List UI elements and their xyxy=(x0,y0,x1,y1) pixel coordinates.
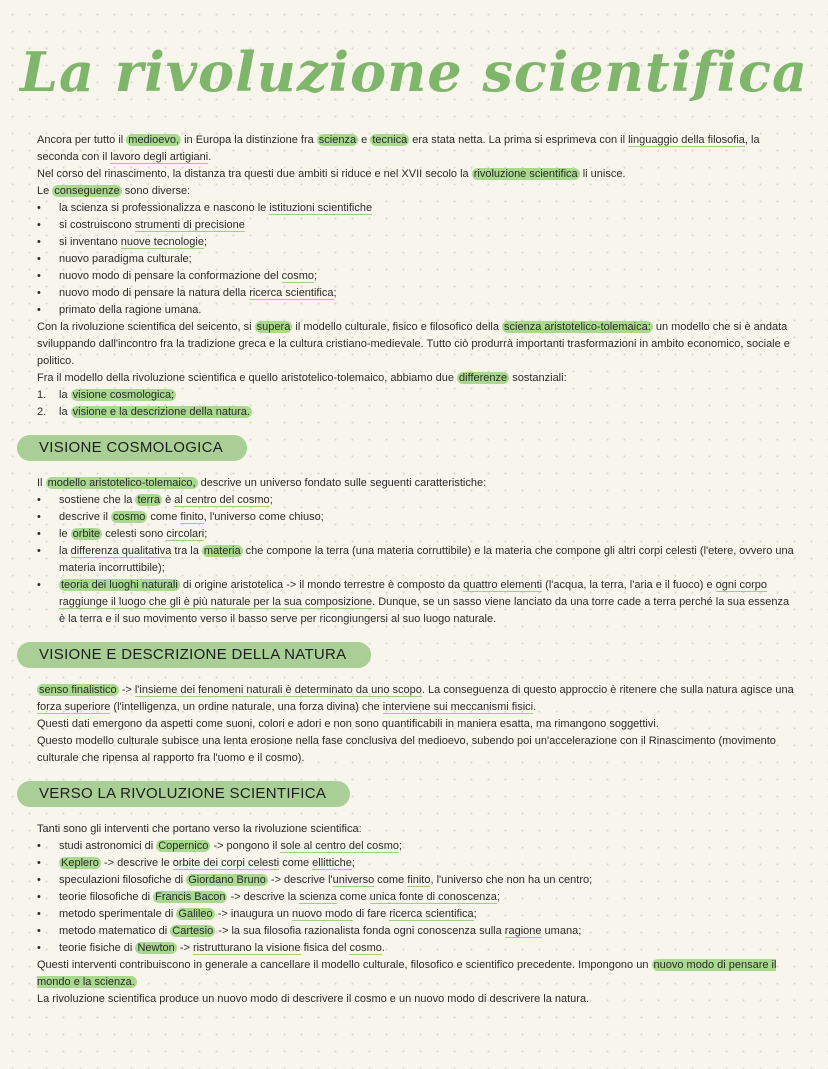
highlighted-term: orbite xyxy=(72,528,101,540)
bullet-icon: • xyxy=(37,287,41,299)
highlighted-term: modello aristotelico-tolemaico, xyxy=(47,477,196,489)
visione-cosmologica-section xyxy=(37,475,797,628)
text: -> xyxy=(118,684,135,696)
page-title: La rivoluzione scientifica xyxy=(20,40,808,104)
text: -> la sua filosofia razionalista fonda ogni conoscenza sulla xyxy=(215,925,505,937)
text: . Dunque, se un sasso viene lanciato da una torre cade a terra perché la sua essenza è la terra e il suo movimento verso il basso serve per ricongiungersi al suo luogo naturale. xyxy=(59,596,790,625)
highlighted-term: terra xyxy=(137,494,161,506)
text: La rivoluzione scientifica produce un nuovo modo di descrivere il cosmo e un nuovo modo di descrivere la natura. xyxy=(37,993,590,1005)
text: nuovo paradigma culturale; xyxy=(59,253,192,265)
text: ; xyxy=(399,840,403,852)
paragraph xyxy=(37,319,797,370)
text: sostiene che la xyxy=(59,494,136,506)
underlined-phrase: ellittiche xyxy=(312,857,352,869)
bullet-icon: • xyxy=(37,874,41,886)
text: celesti sono xyxy=(102,528,167,540)
section-heading-verso-rivoluzione: VERSO LA RIVOLUZIONE SCIENTIFICA xyxy=(17,781,350,807)
text: Ancora per tutto il xyxy=(37,134,127,146)
text: era stata netta. La prima si esprimeva con il xyxy=(409,134,629,146)
text: come xyxy=(374,874,408,886)
paragraph xyxy=(37,183,797,200)
underlined-phrase: unica fonte di conoscenza xyxy=(369,891,497,903)
text: ; xyxy=(269,494,273,506)
text: metodo sperimentale di xyxy=(59,908,177,920)
highlighted-term: senso finalistico xyxy=(39,684,117,696)
bullet-icon: • xyxy=(37,511,41,523)
text: di origine aristotelica -> il mondo terrestre è composto da xyxy=(179,579,464,591)
highlighted-term: supera xyxy=(256,321,291,333)
list-item xyxy=(37,200,797,217)
text: descrive il xyxy=(59,511,111,523)
text: -> descrive la xyxy=(227,891,300,903)
list-item xyxy=(37,872,797,889)
bullet-icon: • xyxy=(37,840,41,852)
intro-section xyxy=(37,132,797,421)
text: e xyxy=(358,134,371,146)
underlined-phrase: ragione xyxy=(504,925,542,937)
highlighted-term: materia xyxy=(203,545,241,557)
text: . xyxy=(381,942,385,954)
text: . xyxy=(208,151,212,163)
text: teorie fisiche di xyxy=(59,942,136,954)
text: di fare xyxy=(352,908,390,920)
text: Nel corso del rinascimento, la distanza tra questi due ambiti si riduce e nel XVII secolo la xyxy=(37,168,472,180)
text: (l'intelligenza, un ordine naturale, una forza divina) che xyxy=(110,701,383,713)
text: primato della ragione umana. xyxy=(59,304,202,316)
bullet-icon: • xyxy=(37,579,41,591)
underlined-phrase: lavoro degli artigiani xyxy=(110,151,209,163)
highlighted-term: Newton xyxy=(137,942,175,954)
list-item xyxy=(37,509,797,526)
text: -> pongono il xyxy=(210,840,281,852)
text: ; xyxy=(351,857,355,869)
list-item xyxy=(37,492,797,509)
heading-row xyxy=(17,435,828,461)
bullet-icon: • xyxy=(37,545,41,557)
bullet-icon: • xyxy=(37,202,41,214)
underlined-phrase: sole al centro del cosmo xyxy=(280,840,400,852)
highlighted-term: differenze xyxy=(459,372,508,384)
text: descrive un universo fondato sulle seguenti caratteristiche: xyxy=(197,477,487,489)
underlined-phrase: ricerca scientifica xyxy=(389,908,474,920)
bullet-icon: • xyxy=(37,857,41,869)
text: Tanti sono gli interventi che portano verso la rivoluzione scientifica: xyxy=(37,823,362,835)
underlined-phrase: circolari xyxy=(166,528,205,540)
text: si inventano xyxy=(59,236,121,248)
text: -> xyxy=(176,942,193,954)
text: come xyxy=(147,511,181,523)
underlined-phrase: differenza qualitativa xyxy=(70,545,172,557)
text: fisica del xyxy=(300,942,350,954)
bullet-icon: • xyxy=(37,236,41,248)
list-item xyxy=(37,285,797,302)
paragraph xyxy=(37,733,797,767)
bullet-icon: • xyxy=(37,942,41,954)
text: nuovo modo di pensare la natura della xyxy=(59,287,250,299)
highlighted-term: Francis Bacon xyxy=(155,891,226,903)
text: speculazioni filosofiche di xyxy=(59,874,187,886)
list-item xyxy=(37,268,797,285)
text: , l'universo come chiuso; xyxy=(203,511,324,523)
section-heading-visione-cosmologica: VISIONE COSMOLOGICA xyxy=(17,435,247,461)
text: li unisce. xyxy=(579,168,626,180)
paragraph xyxy=(37,166,797,183)
text: Fra il modello della rivoluzione scientifica e quello aristotelico-tolemaico, abbiamo due xyxy=(37,372,458,384)
text: Con la rivoluzione scientifica del seicento, si xyxy=(37,321,255,333)
text: la scienza si professionalizza e nascono le xyxy=(59,202,270,214)
underlined-phrase: ogni corpo raggiunge il luogo che gli è più naturale per la sua composizione xyxy=(59,579,768,608)
underlined-phrase: cosmo xyxy=(281,270,314,282)
list-item xyxy=(37,838,797,855)
bullet-icon: • xyxy=(37,528,41,540)
text: ; xyxy=(314,270,318,282)
list-item xyxy=(37,387,797,404)
text: la xyxy=(59,389,71,401)
list-item xyxy=(37,234,797,251)
text: , l'universo che non ha un centro; xyxy=(430,874,593,886)
list-item xyxy=(37,906,797,923)
underlined-phrase: nuovo modo xyxy=(292,908,353,920)
paragraph xyxy=(37,957,797,991)
text: si costruiscono xyxy=(59,219,135,231)
list-item xyxy=(37,855,797,872)
text: -> inaugura un xyxy=(214,908,293,920)
highlighted-term: conseguenze xyxy=(54,185,120,197)
underlined-phrase: forza superiore xyxy=(37,701,111,713)
text: Il xyxy=(37,477,46,489)
text: le xyxy=(59,528,71,540)
highlighted-term: Copernico xyxy=(158,840,209,852)
text: . La conseguenza di questo approccio è ritenere che sulla natura agisce una xyxy=(421,684,794,696)
paragraph xyxy=(37,716,797,733)
highlighted-term: cosmo xyxy=(112,511,146,523)
underlined-phrase: nuove tecnologie xyxy=(120,236,204,248)
text: , la seconda con il xyxy=(37,134,760,163)
list-item xyxy=(37,577,797,628)
underlined-phrase: finito xyxy=(407,874,431,886)
paragraph xyxy=(37,991,797,1008)
text: -> descrive le xyxy=(100,857,173,869)
text: come xyxy=(336,891,370,903)
paragraph xyxy=(37,475,797,492)
text: nuovo modo di pensare la conformazione del xyxy=(59,270,282,282)
heading-row xyxy=(17,781,828,807)
text: Le xyxy=(37,185,53,197)
heading-row xyxy=(17,642,828,668)
text: ; xyxy=(473,908,477,920)
underlined-phrase: finito xyxy=(180,511,204,523)
list-item xyxy=(37,526,797,543)
list-number: 2. xyxy=(37,406,47,418)
bullet-icon: • xyxy=(37,270,41,282)
highlighted-term: nuovo modo di pensare il mondo e la scienza. xyxy=(37,959,777,988)
section-heading-visione-natura: VISIONE E DESCRIZIONE DELLA NATURA xyxy=(17,642,371,668)
bullet-icon: • xyxy=(37,891,41,903)
text: il modello culturale, fisico e filosofico della xyxy=(292,321,503,333)
highlighted-term: visione cosmologica; xyxy=(72,389,175,401)
highlighted-term: tecnica xyxy=(372,134,408,146)
text: teorie filosofiche di xyxy=(59,891,154,903)
highlighted-term: scienza xyxy=(318,134,357,146)
text: ; xyxy=(204,528,208,540)
verso-rivoluzione-section xyxy=(37,821,797,1008)
highlighted-term: Keplero xyxy=(61,857,99,869)
text: sono diverse: xyxy=(121,185,191,197)
list-item xyxy=(37,940,797,957)
text: ; xyxy=(333,287,337,299)
text: -> descrive l' xyxy=(267,874,333,886)
list-item xyxy=(37,302,797,319)
underlined-phrase: strumenti di precisione xyxy=(134,219,245,231)
paragraph xyxy=(37,370,797,387)
highlighted-term: Giordano Bruno xyxy=(188,874,266,886)
paragraph xyxy=(37,682,797,716)
text: (l'acqua, la terra, l'aria e il fuoco) e xyxy=(542,579,716,591)
underlined-phrase: istituzioni scientifiche xyxy=(269,202,373,214)
highlighted-term: Cartesio xyxy=(172,925,214,937)
bullet-icon: • xyxy=(37,494,41,506)
underlined-phrase: ristrutturano la visione xyxy=(192,942,301,954)
list-item xyxy=(37,217,797,234)
text: Questi dati emergono da aspetti come suoni, colori e adori e non sono quantificabili in maniera esatta, ma rimangono soggettivi. xyxy=(37,718,659,730)
list-item xyxy=(37,251,797,268)
text: un modello che si è andata sviluppando dall'incontro fra la tradizione greca e la cultura cristiano-medievale. Tutto ciò produrrà importanti trasformazioni in ambito economico, sociale e politico. xyxy=(37,321,790,367)
bullet-icon: • xyxy=(37,925,41,937)
highlighted-term: visione e la descrizione della natura. xyxy=(72,406,250,418)
highlighted-term: teoria dei luoghi naturali xyxy=(61,579,178,591)
underlined-phrase: l'insieme dei fenomeni naturali è determinato da uno scopo xyxy=(134,684,422,696)
text: . xyxy=(533,701,537,713)
list-item xyxy=(37,923,797,940)
text: la xyxy=(59,406,71,418)
text: sostanziali: xyxy=(509,372,567,384)
list-item xyxy=(37,404,797,421)
paragraph xyxy=(37,132,797,166)
text: che compone la terra (una materia corruttibile) e la materia che compone gli altri corpi celesti (l'etere, ovvero una materia incorruttibile); xyxy=(59,545,794,574)
highlighted-term: medioevo, xyxy=(128,134,180,146)
bullet-icon: • xyxy=(37,219,41,231)
text: la xyxy=(59,545,71,557)
visione-natura-section xyxy=(37,682,797,767)
list-number: 1. xyxy=(37,389,47,401)
underlined-phrase: ricerca scientifica xyxy=(249,287,334,299)
highlighted-term: Galileo xyxy=(178,908,213,920)
highlighted-term: rivoluzione scientifica xyxy=(473,168,578,180)
text: Questi interventi contribuiscono in generale a cancellare il modello culturale, filosofico e scientifico precedente. Impongono un xyxy=(37,959,652,971)
text: in Europa la distinzione fra xyxy=(181,134,317,146)
bullet-icon: • xyxy=(37,253,41,265)
highlighted-term: scienza aristotelico-tolemaica: xyxy=(504,321,651,333)
bullet-icon: • xyxy=(37,908,41,920)
text: studi astronomici di xyxy=(59,840,157,852)
text: è xyxy=(162,494,175,506)
text: tra la xyxy=(171,545,202,557)
list-item xyxy=(37,543,797,577)
underlined-phrase: cosmo xyxy=(349,942,382,954)
underlined-phrase: interviene sui meccanismi fisici xyxy=(382,701,534,713)
underlined-phrase: al centro del cosmo xyxy=(174,494,270,506)
underlined-phrase: linguaggio della filosofia xyxy=(628,134,745,146)
text: ; xyxy=(496,891,500,903)
text: metodo matematico di xyxy=(59,925,171,937)
text: umana; xyxy=(541,925,582,937)
underlined-phrase: quattro elementi xyxy=(463,579,543,591)
text: ; xyxy=(203,236,208,248)
text: come xyxy=(279,857,313,869)
underlined-phrase: orbite dei corpi celesti xyxy=(172,857,280,869)
list-item xyxy=(37,889,797,906)
bullet-icon: • xyxy=(37,304,41,316)
text: Questo modello culturale subisce una lenta erosione nella fase conclusiva del medioevo, subendo poi un'accelerazione con il Rinascimento (movimento culturale che ripensa al rapporto fra l'uomo e il cosmo). xyxy=(37,735,776,764)
underlined-phrase: universo xyxy=(332,874,375,886)
paragraph xyxy=(37,821,797,838)
underlined-phrase: scienza xyxy=(299,891,337,903)
